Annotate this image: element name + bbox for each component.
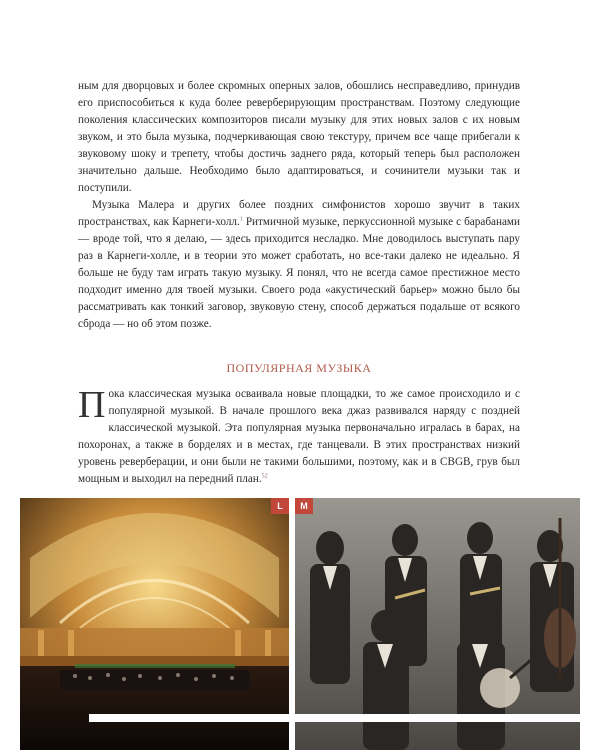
mahler-text-before: Музыка Малера и других более поздних симфонистов хорошо звучит в таких пространствах, как Карнеги-холл. — [78, 199, 520, 228]
photo-caption-bar — [89, 714, 289, 722]
intro-paragraph: ным для дворцовых и более скромных оперных залов, обошлись несправедливо, принудив его приспособиться к куда более реверберирующим пространствам. Поэтому следующие поколения классических композиторов писали музыку для этих новых залов с их новым звуком, и это была музыка, подчеркивающая свою текстуру, причем все чаще прибегали к звуковому шоку и трепету, чтобы достичь заднего ряда, который теперь был расположен значительно дальше. Необходимо было адаптироваться, и сочинители музыки так и поступили. — [78, 80, 520, 194]
popular-paragraph — [78, 386, 520, 488]
jazz-band-photo — [295, 498, 580, 750]
photo-badge-m: M — [295, 498, 313, 514]
concert-hall-illustration — [20, 498, 289, 750]
photo-badge-l: L — [271, 498, 289, 514]
footnote-ref: 1 — [239, 216, 243, 223]
popular-text: ока классическая музыка осваивала новые площадки, то же самое происходило и с популярной музыкой. В начале прошлого века джаз развивался наряду с поздней классической музыкой. Эта популярная музыка первоначально игралась в барах, на похоронах, а также в борделях и в местах, где танцевали. В этих пространствах низкий уровень реверберации, и они были не такими большими, поэтому, как и в CBGB, грув был мощным и выходил на передний план. — [78, 388, 520, 485]
page-text — [78, 78, 520, 488]
photo-strip — [20, 498, 580, 750]
mahler-text-after: Ритмичной музыке, перкуссионной музыке с барабанами — вроде той, что я делаю, — здесь приходится несладко. Мне доводилось выступать пару раз в Карнеги-холле, и в теории это может сработать, но все-таки далеко не идеально. Я больше не буду там играть такую музыку. Я понял, что не всегда самое престижное место подходит именно для твоей музыки. Своего рода «акустический барьер» можно было бы рассматривать как тонкий заговор, звуковую стену, способ держаться подальше от всякого сброда — но об этом позже. — [78, 216, 520, 330]
carnegie-hall-photo — [20, 498, 289, 750]
footnote-ref: 52 — [261, 473, 268, 480]
jazz-band-illustration — [295, 498, 580, 750]
mahler-paragraph — [78, 197, 520, 333]
photo-caption-bar — [295, 714, 580, 722]
section-heading: ПОПУЛЯРНАЯ МУЗЫКА — [226, 361, 372, 375]
dropcap-letter: П — [78, 384, 106, 426]
